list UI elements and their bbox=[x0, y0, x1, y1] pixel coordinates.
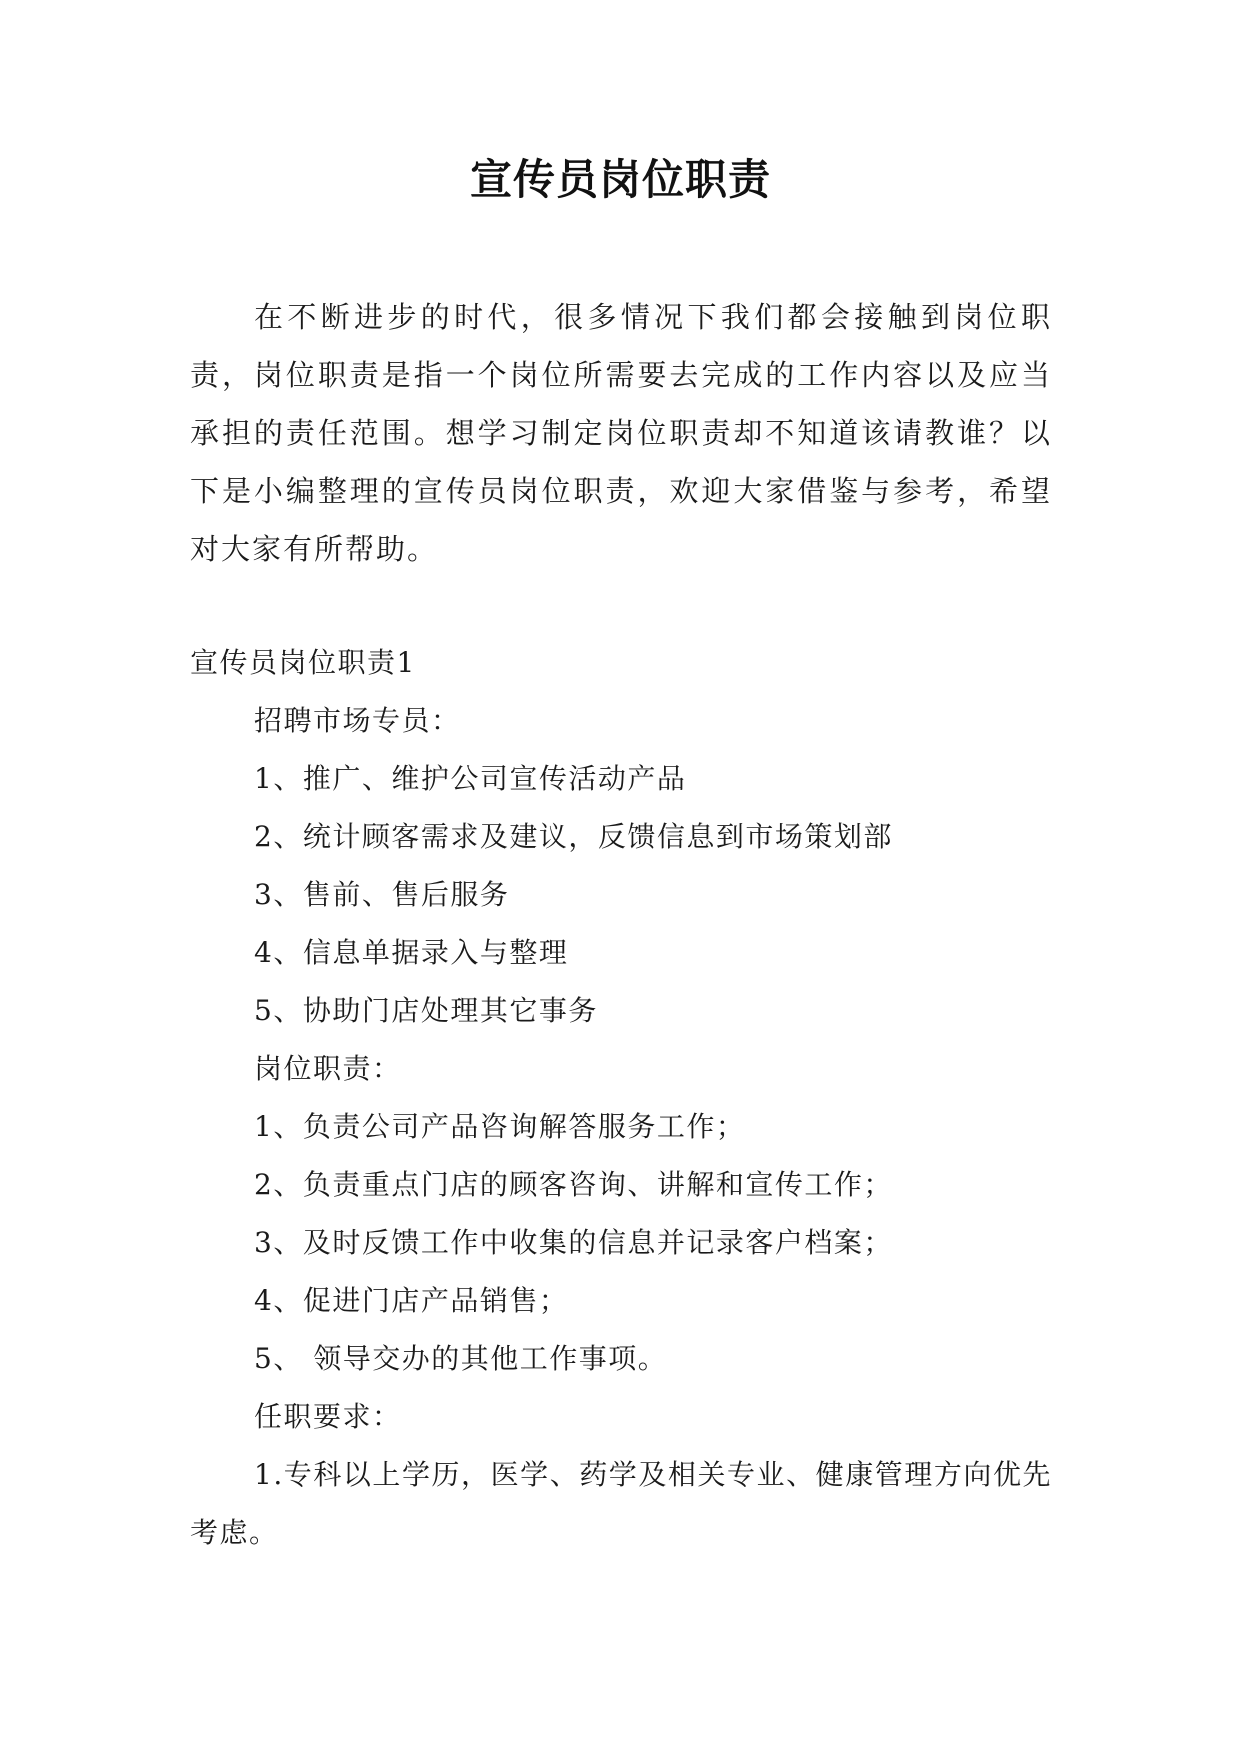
duty-item: 2、负责重点门店的顾客咨询、讲解和宣传工作； bbox=[254, 1168, 893, 1201]
duty-heading: 岗位职责： bbox=[254, 1052, 402, 1085]
section-heading: 宣传员岗位职责1 bbox=[190, 646, 416, 679]
recruit-item: 1、推广、维护公司宣传活动产品 bbox=[254, 762, 687, 795]
intro-paragraph: 在不断进步的时代，很多情况下我们都会接触到岗位职责，岗位职责是指一个岗位所需要去完成的工作内容以及应当承担的责任范围。想学习制定岗位职责却不知道该请教谁？以下是小编整理的宣传员岗位职责，欢迎大家借鉴与参考，希望对大家有所帮助。 bbox=[190, 300, 1052, 566]
duty-item: 3、及时反馈工作中收集的信息并记录客户档案； bbox=[254, 1226, 893, 1259]
recruit-item: 5、协助门店处理其它事务 bbox=[254, 994, 598, 1027]
requirement-item: 1.专科以上学历，医学、药学及相关专业、健康管理方向优先考虑。 bbox=[190, 1458, 1052, 1549]
recruit-item: 3、售前、售后服务 bbox=[254, 878, 510, 911]
document-title: 宣传员岗位职责 bbox=[469, 155, 771, 204]
duty-item: 4、促进门店产品销售； bbox=[254, 1284, 569, 1317]
duty-item: 1、负责公司产品咨询解答服务工作； bbox=[254, 1110, 746, 1143]
document-body bbox=[190, 288, 1052, 1562]
requirements-heading: 任职要求： bbox=[254, 1400, 402, 1433]
duty-item: 5、 领导交办的其他工作事项。 bbox=[254, 1342, 668, 1375]
recruit-item: 4、信息单据录入与整理 bbox=[254, 936, 569, 969]
recruit-item: 2、统计顾客需求及建议，反馈信息到市场策划部 bbox=[254, 820, 893, 853]
recruit-heading: 招聘市场专员： bbox=[254, 704, 461, 737]
